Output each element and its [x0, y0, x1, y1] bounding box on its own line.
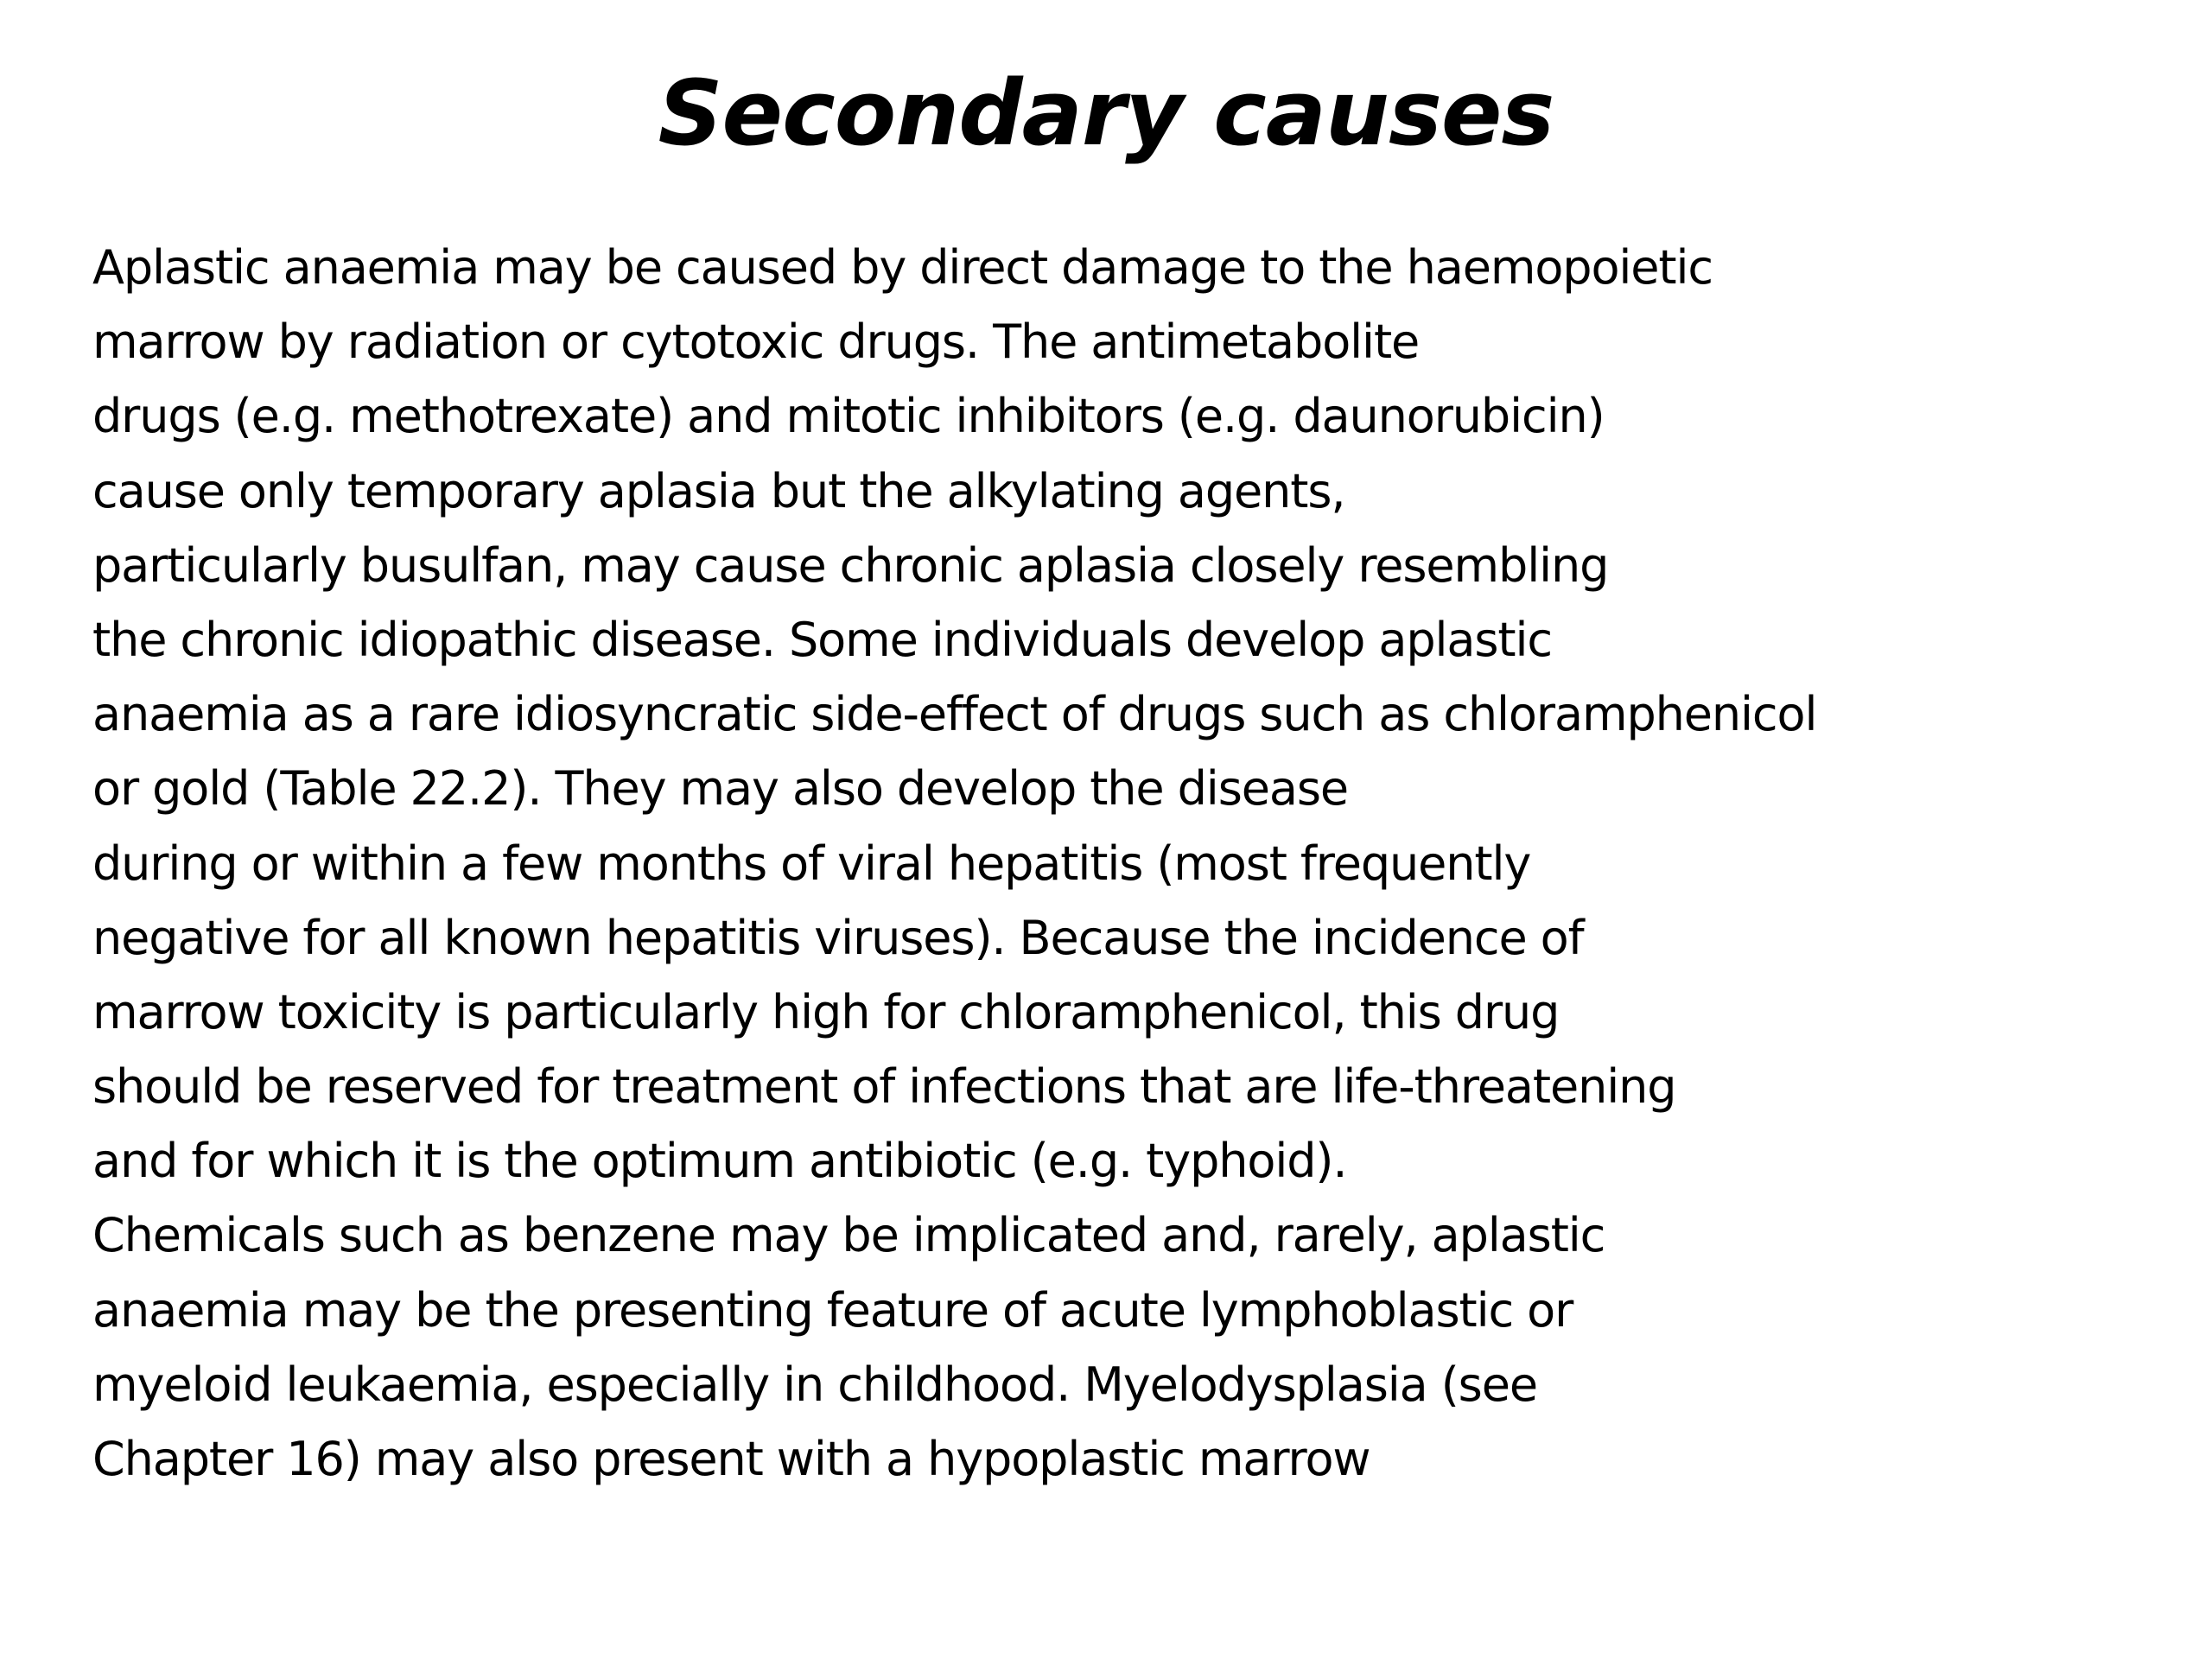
- slide-body: [92, 231, 2183, 1497]
- body-line: myeloid leukaemia, especially in childhood. Myelodysplasia (see: [92, 1357, 1537, 1412]
- body-line: anaemia may be the presenting feature of acute lymphoblastic or: [92, 1282, 1573, 1338]
- body-line: Aplastic anaemia may be caused by direct damage to the haemopoietic: [92, 240, 1713, 295]
- body-line: Chemicals such as benzene may be implicated and, rarely, aplastic: [92, 1208, 1605, 1263]
- body-line: or gold (Table 22.2). They may also develop the disease: [92, 761, 1349, 817]
- body-line: anaemia as a rare idiosyncratic side-effect of drugs such as chloramphenicol: [92, 687, 1817, 742]
- body-line: marrow by radiation or cytotoxic drugs. The antimetabolite: [92, 315, 1420, 370]
- body-line: Chapter 16) may also present with a hypoplastic marrow: [92, 1432, 1370, 1486]
- slide-title: Secondary causes: [658, 60, 1554, 166]
- body-line: during or within a few months of viral hepatitis (most frequently: [92, 836, 1531, 891]
- body-line: particularly busulfan, may cause chronic aplasia closely resembling: [92, 537, 1609, 593]
- body-line: should be reserved for treatment of infections that are life-threatening: [92, 1059, 1676, 1115]
- body-line: and for which it is the optimum antibiotic (e.g. typhoid).: [92, 1134, 1347, 1189]
- body-line: cause only temporary aplasia but the alkylating agents,: [92, 463, 1345, 518]
- body-line: the chronic idiopathic disease. Some individuals develop aplastic: [92, 612, 1552, 667]
- body-line: negative for all known hepatitis viruses). Because the incidence of: [92, 910, 1584, 965]
- body-line: drugs (e.g. methotrexate) and mitotic inhibitors (e.g. daunorubicin): [92, 389, 1605, 444]
- body-line: marrow toxicity is particularly high for chloramphenicol, this drug: [92, 984, 1560, 1039]
